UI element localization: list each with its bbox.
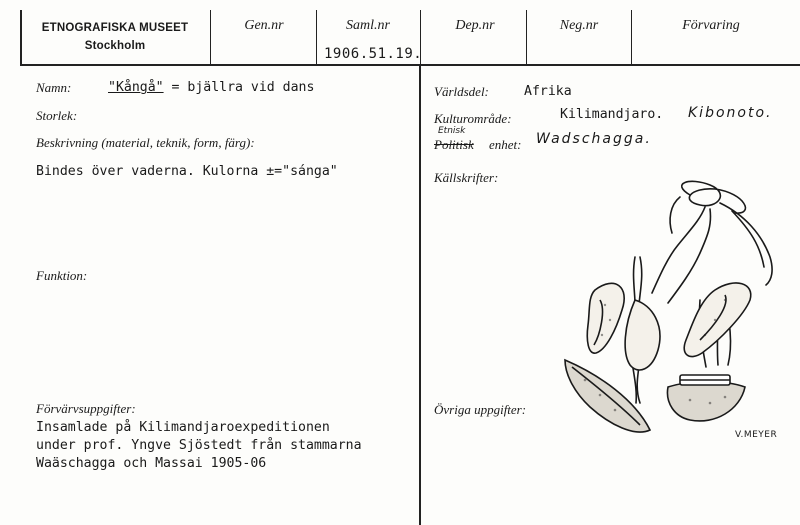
namn-label: Namn: xyxy=(36,80,72,95)
varldsdel-label: Världsdel: xyxy=(434,84,489,99)
varldsdel-value: Afrika xyxy=(524,84,572,99)
namn-quoted: "Kångå" xyxy=(108,80,164,95)
forvarv-label: Förvärvsuppgifter: xyxy=(36,401,136,416)
enhet-label: enhet: xyxy=(489,137,522,152)
namn-value xyxy=(108,80,314,95)
divider-gen xyxy=(316,10,317,64)
header-bottom-border xyxy=(20,64,800,66)
kulturomrade-value: Kilimandjaro. xyxy=(560,107,664,122)
forvarv-line-1: Insamlade på Kilimandjaroexpeditionen xyxy=(36,420,330,435)
museum-name: ETNOGRAFISKA MUSEET xyxy=(41,22,189,34)
storlek-label: Storlek: xyxy=(36,108,78,123)
funktion-label: Funktion: xyxy=(36,268,88,283)
enhet-label-struck: Politisk xyxy=(434,137,474,152)
divider-dep xyxy=(526,10,527,64)
rattle-drawing xyxy=(540,175,790,460)
saml-nr-value: 1906.51.19. xyxy=(324,46,423,62)
beskrivning-label: Beskrivning (material, teknik, form, färg): xyxy=(36,135,255,150)
divider-neg xyxy=(631,10,632,64)
forvarv-line-3: Waäschagga och Massai 1905-06 xyxy=(36,456,267,471)
divider-museum xyxy=(210,10,211,64)
forvaring-label: Förvaring xyxy=(682,18,740,33)
neg-nr-label: Neg.nr xyxy=(559,18,599,33)
museum-city: Stockholm xyxy=(84,39,146,52)
kulturomrade-handwritten: Kibonoto. xyxy=(688,105,773,121)
gen-nr-label: Gen.nr xyxy=(244,18,284,33)
kulturomrade-label: Kulturområde: xyxy=(434,111,512,126)
ovriga-label: Övriga uppgifter: xyxy=(434,402,527,417)
beskrivning-value: Bindes över vaderna. Kulorna ±="sánga" xyxy=(36,164,338,179)
namn-rest: = bjällra vid dans xyxy=(163,80,315,95)
enhet-value: Wadschagga. xyxy=(536,131,652,147)
saml-nr-label: Saml.nr xyxy=(346,18,390,33)
forvarv-line-2: under prof. Yngve Sjöstedt från stammarna xyxy=(36,438,362,453)
kallskrifter-label: Källskrifter: xyxy=(434,170,499,185)
enhet-label-added: Etnisk xyxy=(438,126,466,136)
museum-heading xyxy=(20,20,210,56)
dep-nr-label: Dep.nr xyxy=(455,18,495,33)
drawing-signature: V.MEYER xyxy=(735,430,778,440)
vertical-center-divider xyxy=(419,64,421,525)
